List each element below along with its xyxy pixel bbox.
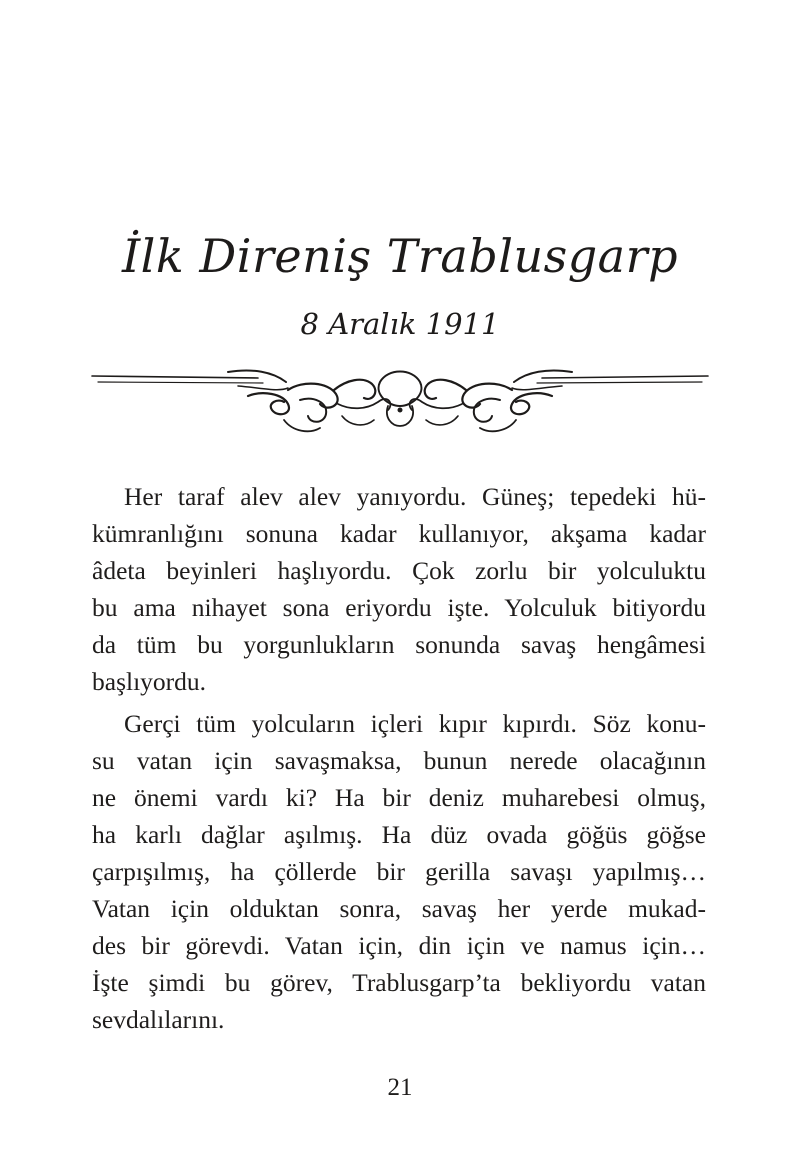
body-text: [92, 478, 706, 1043]
chapter-title: İlk Direniş Trablusgarp: [121, 229, 679, 283]
text-line: başlıyordu.: [92, 667, 207, 696]
text-line: kümranlığını sonuna kadar kullanıyor, akşama kadar: [92, 519, 706, 548]
text-line: Vatan için olduktan sonra, savaş her yerde mukad-: [92, 894, 706, 923]
chapter-date: 8 Aralık 1911: [300, 307, 500, 341]
text-line: sevdalılarını.: [92, 1005, 225, 1034]
text-line: da tüm bu yorgunlukların sonunda savaş hengâmesi: [92, 630, 706, 659]
paragraph-1: [92, 478, 706, 700]
text-line: çarpışılmış, ha çöllerde bir gerilla savaşı yapılmış…: [92, 857, 706, 886]
text-line: âdeta beyinleri haşlıyordu. Çok zorlu bir yolculuktu: [92, 556, 706, 585]
text-line: des bir görevdi. Vatan için, din için ve namus için…: [92, 931, 706, 960]
page-number: 21: [387, 1074, 413, 1101]
text-line: İşte şimdi bu görev, Trablusgarp’ta bekliyordu vatan: [92, 968, 706, 997]
paragraph-2: [92, 705, 706, 1038]
text-line: Her taraf alev alev yanıyordu. Güneş; tepedeki hü-: [124, 482, 706, 511]
text-line: ha karlı dağlar aşılmış. Ha düz ovada göğüs göğse: [92, 820, 706, 849]
text-line: ne önemi vardı ki? Ha bir deniz muharebesi olmuş,: [92, 783, 706, 812]
text-line: Gerçi tüm yolcuların içleri kıpır kıpırdı. Söz konu-: [124, 709, 706, 738]
ornament-divider: [88, 360, 712, 440]
text-line: bu ama nihayet sona eriyordu işte. Yolculuk bitiyordu: [92, 593, 706, 622]
text-line: su vatan için savaşmaksa, bunun nerede olacağının: [92, 746, 706, 775]
